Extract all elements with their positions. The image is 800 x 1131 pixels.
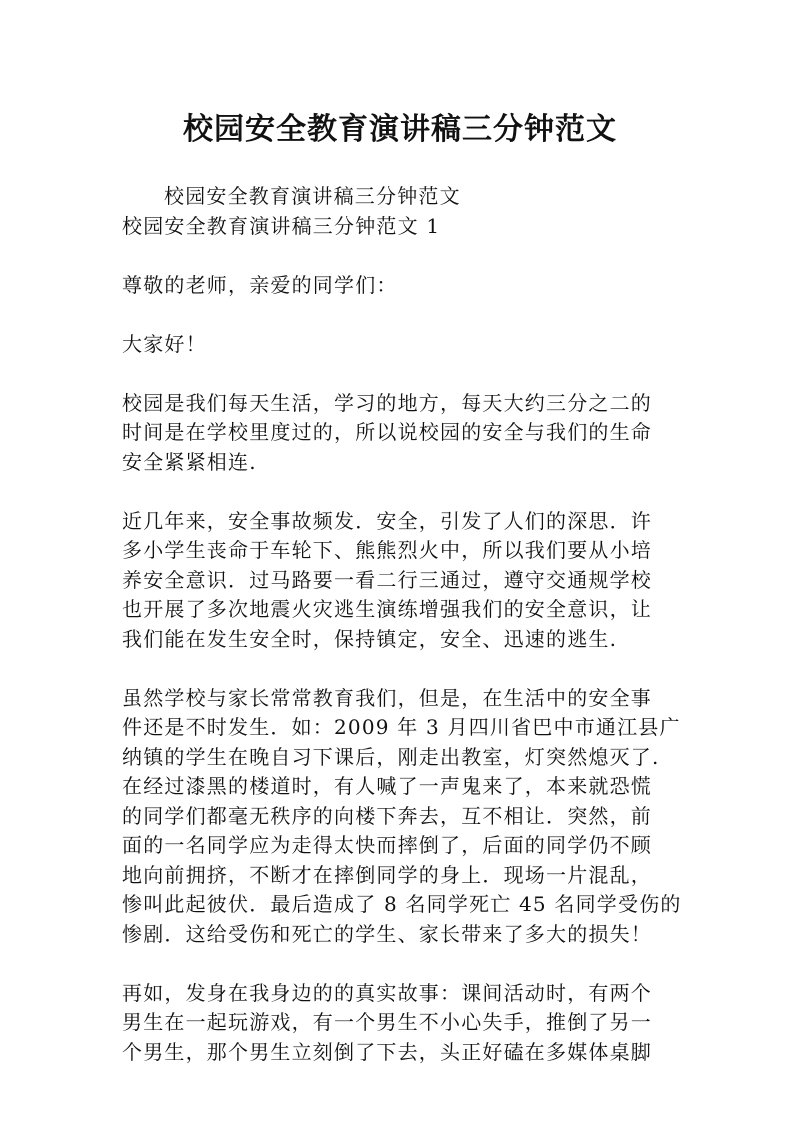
document-body [122,182,682,1067]
paragraph-line: 惨叫此起彼伏．最后造成了 8 名同学死亡 45 名同学受伤的 [122,892,682,916]
paragraph-line: 惨剧．这给受伤和死亡的学生、家长带来了多大的损失！ [122,921,652,946]
paragraph-line: 我们能在发生安全时，保持镇定，安全、迅速的逃生. [122,626,618,651]
paragraph-gap [122,241,682,271]
greeting: 大家好！ [122,331,207,356]
paragraph-3 [122,684,682,950]
paragraph-line: 安全紧紧相连. [122,449,257,474]
paragraph-line: 的同学们都毫无秩序的向楼下奔去，互不相让．突然，前 [122,803,652,828]
document-title: 校园安全教育演讲稿三分钟范文 [183,112,617,147]
paragraph-4 [122,979,682,1068]
paragraph-line: 近几年来，安全事故频发．安全，引发了人们的深思．许 [122,508,652,533]
paragraph-line: 校园是我们每天生活，学习的地方，每天大约三分之二的 [122,390,652,415]
document-subheading: 校园安全教育演讲稿三分钟范文 1 [122,213,441,238]
paragraph-line: 也开展了多次地震火灾逃生演练增强我们的安全意识，让 [122,597,652,621]
paragraph-line: 地向前拥挤，不断才在摔倒同学的身上．现场一片混乱， [122,862,652,887]
paragraph-line: 件还是不时发生．如：2009 年 3 月四川省巴中市通江县广 [122,715,681,739]
paragraph-line: 在经过漆黑的楼道时，有人喊了一声鬼来了，本来就恐慌 [122,774,652,798]
paragraph-line: 虽然学校与家长常常教育我们，但是，在生活中的安全事 [122,685,652,710]
paragraph-1 [122,389,682,478]
paragraph-gap [122,359,682,389]
paragraph-line: 养安全意识．过马路要一看二行三通过，遵守交通规学校 [122,567,652,592]
paragraph-gap [122,949,682,979]
paragraph-gap [122,300,682,330]
paragraph-line: 时间是在学校里度过的，所以说校园的安全与我们的生命 [122,420,652,444]
paragraph-line: 男生在一起玩游戏，有一个男生不小心失手，推倒了另一 [122,1010,652,1034]
paragraph-line: 个男生，那个男生立刻倒了下去，头正好磕在多媒体桌脚 [122,1039,652,1064]
paragraph-gap [122,654,682,684]
paragraph-2 [122,507,682,655]
paragraph-line: 多小学生丧命于车轮下、熊熊烈火中，所以我们要从小培 [122,538,652,562]
paragraph-line: 面的一名同学应为走得太快而摔倒了，后面的同学仍不顾 [122,833,652,857]
paragraph-line: 再如，发身在我身边的的真实故事：课间活动时，有两个 [122,980,652,1005]
salutation: 尊敬的老师，亲爱的同学们： [122,272,398,297]
document-subtitle: 校园安全教育演讲稿三分钟范文 [164,184,461,208]
paragraph-gap [122,477,682,507]
paragraph-line: 纳镇的学生在晚自习下课后，刚走出教室，灯突然熄灭了. [122,744,660,769]
